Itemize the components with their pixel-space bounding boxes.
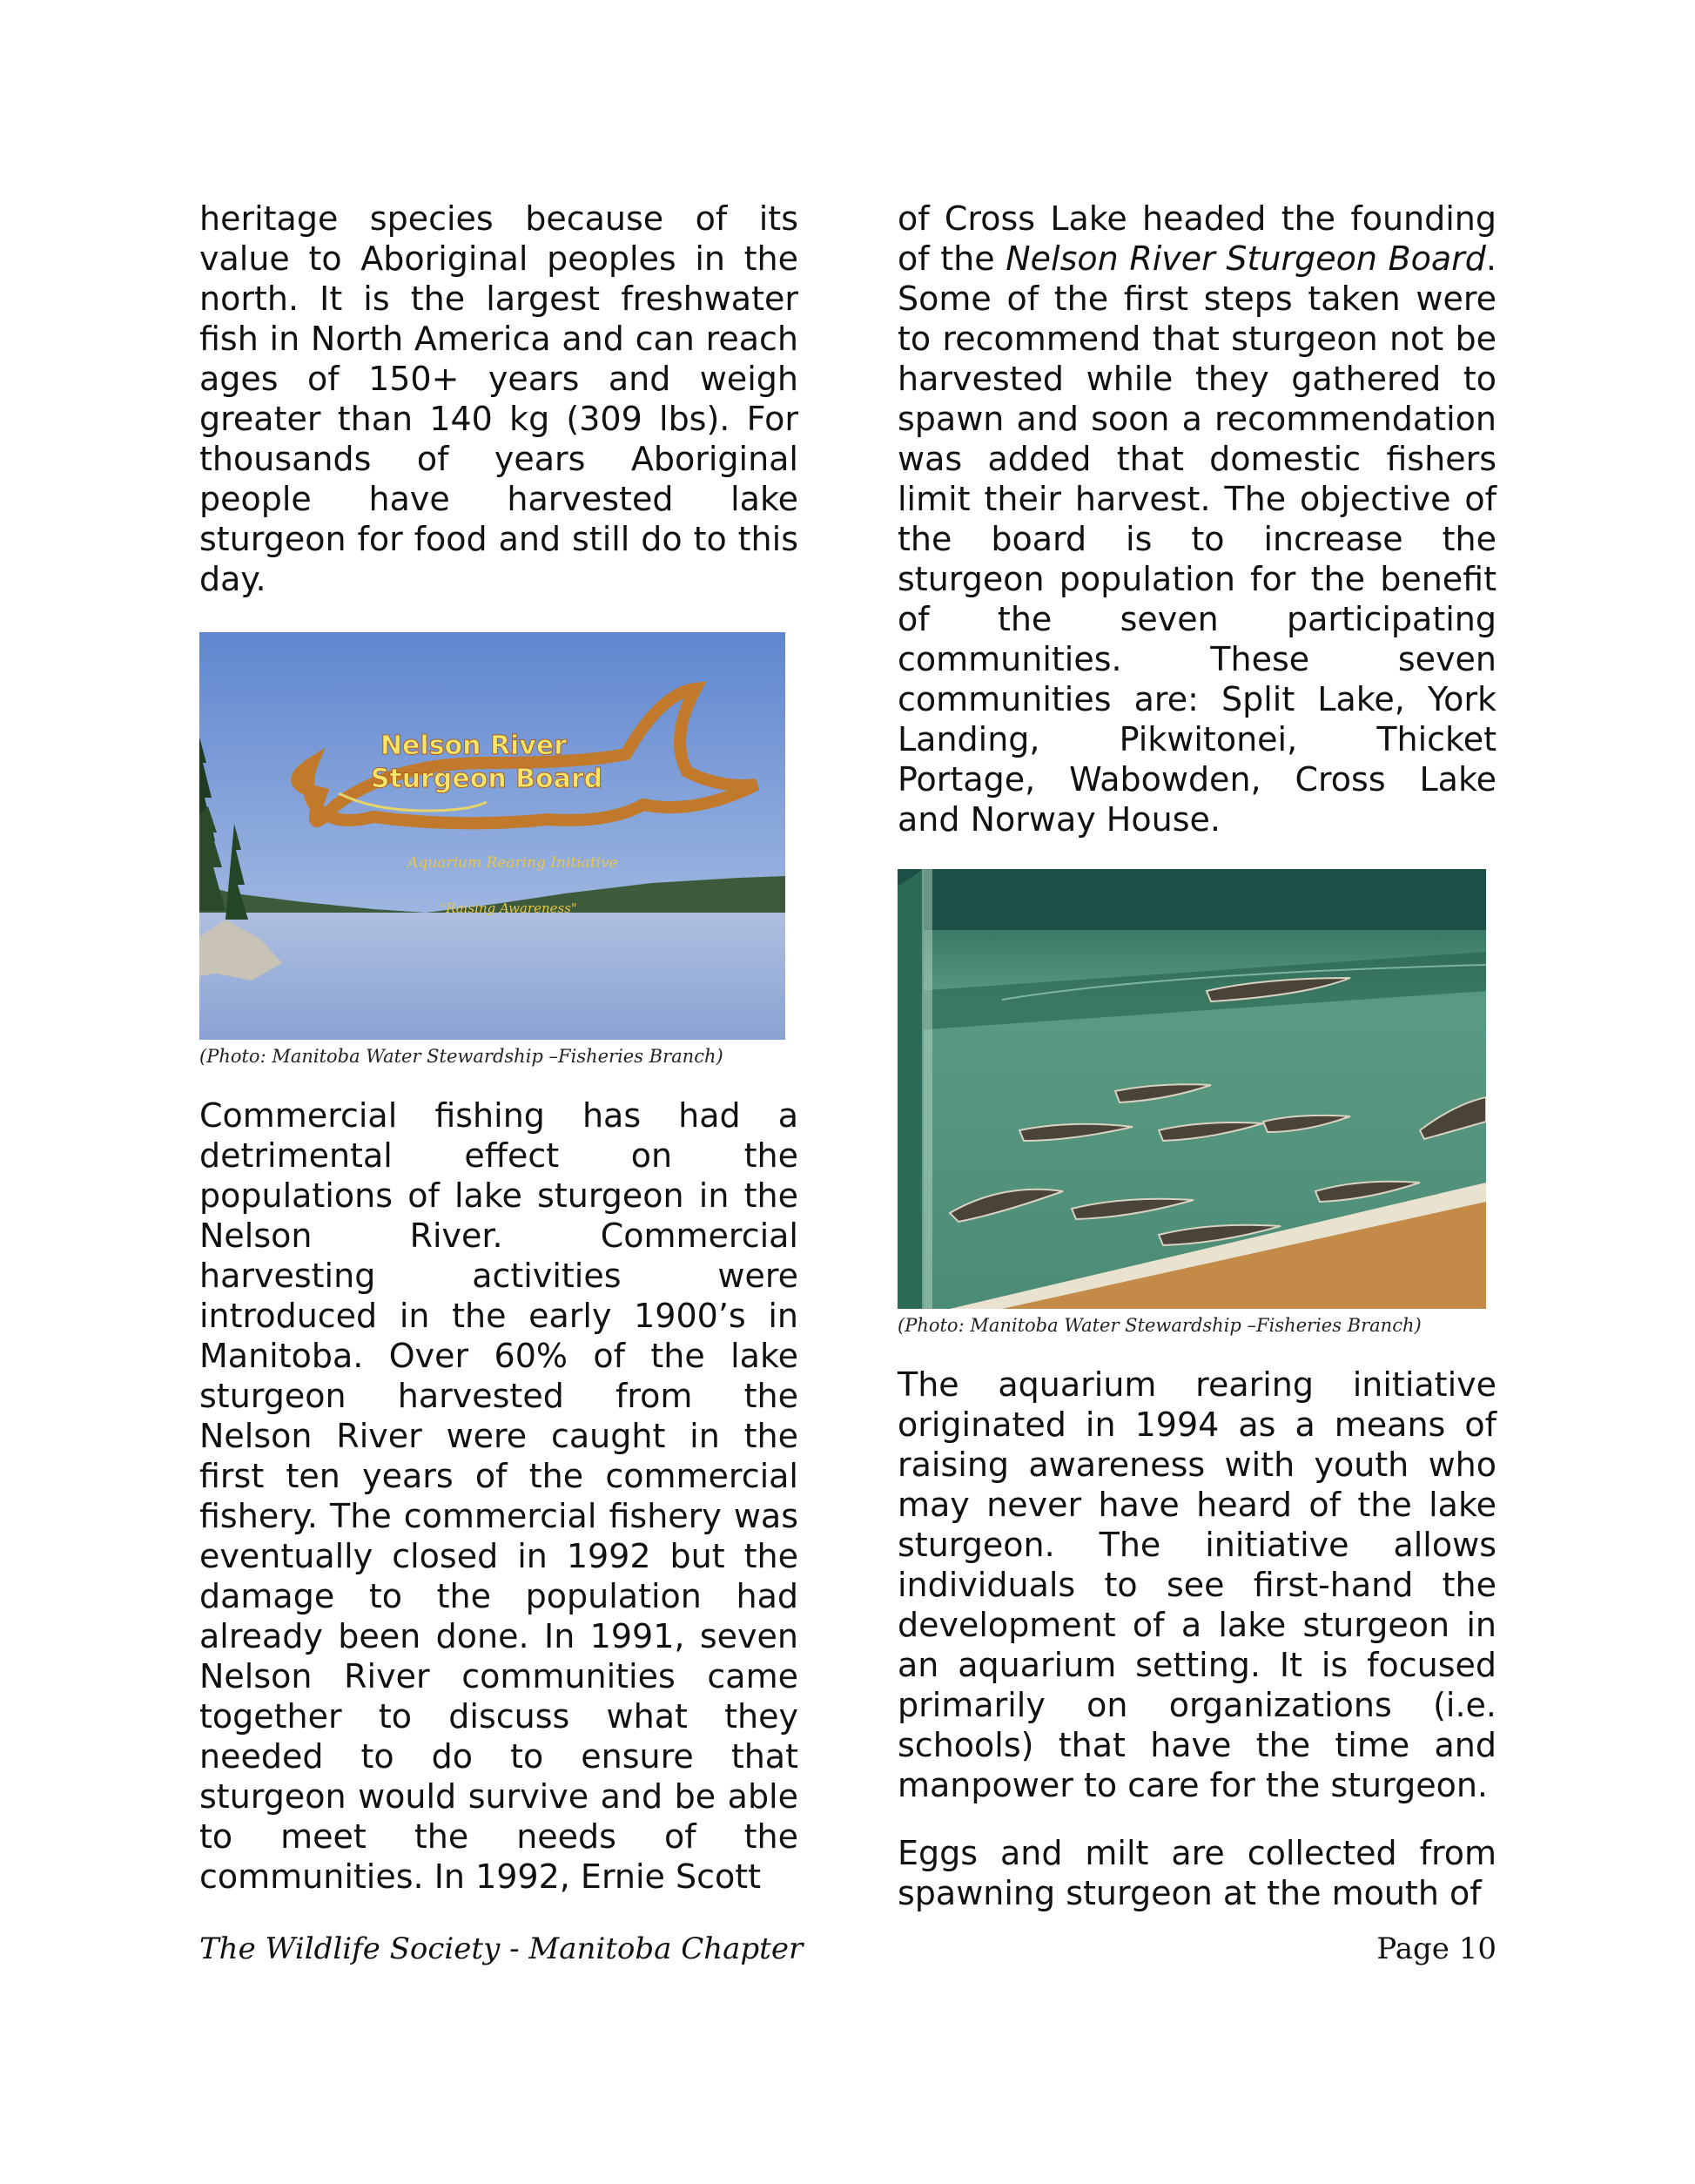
- photo-caption-2: (Photo: Manitoba Water Stewardship –Fisheries Branch): [898, 1315, 1422, 1336]
- right-paragraph-1: [898, 199, 1497, 839]
- footer-page-number: Page 10: [1376, 1931, 1497, 1966]
- logo-line-2: Sturgeon Board: [370, 764, 603, 794]
- sturgeon-board-photo: [199, 632, 785, 1040]
- logo-tagline-2: "Raising Awareness": [440, 900, 577, 916]
- left-column: [199, 199, 798, 1897]
- board-name: Nelson River Sturgeon Board: [1006, 239, 1486, 278]
- right-column: [898, 199, 1497, 1913]
- logo-line-1: Nelson River: [380, 731, 568, 761]
- left-paragraph-1: heritage species because of its value to Aboriginal peoples in the north. It is the largest freshwater fish in North America and can reach ages of 150+ years and weigh greater than 140 kg (309 lbs). For thousands of years Aboriginal people have harvested lake sturgeon for food and still do to this day.: [199, 199, 798, 598]
- logo-tagline-1: Aquarium Rearing Initiative: [407, 854, 618, 872]
- right-paragraph-3: Eggs and milt are collected from spawning sturgeon at the mouth of: [898, 1834, 1497, 1912]
- footer-publication: The Wildlife Society - Manitoba Chapter: [199, 1931, 804, 1966]
- right-paragraph-1-text-b: . Some of the first steps taken were to recommend that sturgeon not be harvested while they gathered to spawn and soon a recommendation was added that domestic fishers limit their harvest. The objective of the board is to increase the sturgeon population for the benefit of the seven participating communities. These seven communities are: Split Lake, York Landing, Pikwitonei, Thicket Portage, Wabowden, Cross Lake and Norway House.: [898, 239, 1497, 839]
- right-paragraph-1-text-a: of Cross Lake headed the founding of the: [898, 199, 1497, 278]
- right-paragraph-2: The aquarium rearing initiative originated in 1994 as a means of raising awareness with youth who may never have heard of the lake sturgeon. The initiative allows individuals to see first-hand the development of a lake sturgeon in an aquarium setting. It is focused primarily on organizations (i.e. schools) that have the time and manpower to care for the sturgeon.: [898, 1365, 1497, 1804]
- left-paragraph-2: Commercial fishing has had a detrimental effect on the populations of lake sturgeon in the Nelson River. Commercial harvesting activities were introduced in the early 1900’s in Manitoba. Over 60% of the lake sturgeon harvested from the Nelson River were caught in the first ten years of the commercial fishery. The commercial fishery was eventually closed in 1992 but the damage to the population had already been done. In 1991, seven Nelson River communities came together to discuss what they needed to do to ensure that sturgeon would survive and be able to meet the needs of the communities. In 1992, Ernie Scott: [199, 1096, 798, 1896]
- photo-caption-1: (Photo: Manitoba Water Stewardship –Fisheries Branch): [199, 1046, 723, 1067]
- aquarium-sturgeon-photo: [898, 869, 1486, 1309]
